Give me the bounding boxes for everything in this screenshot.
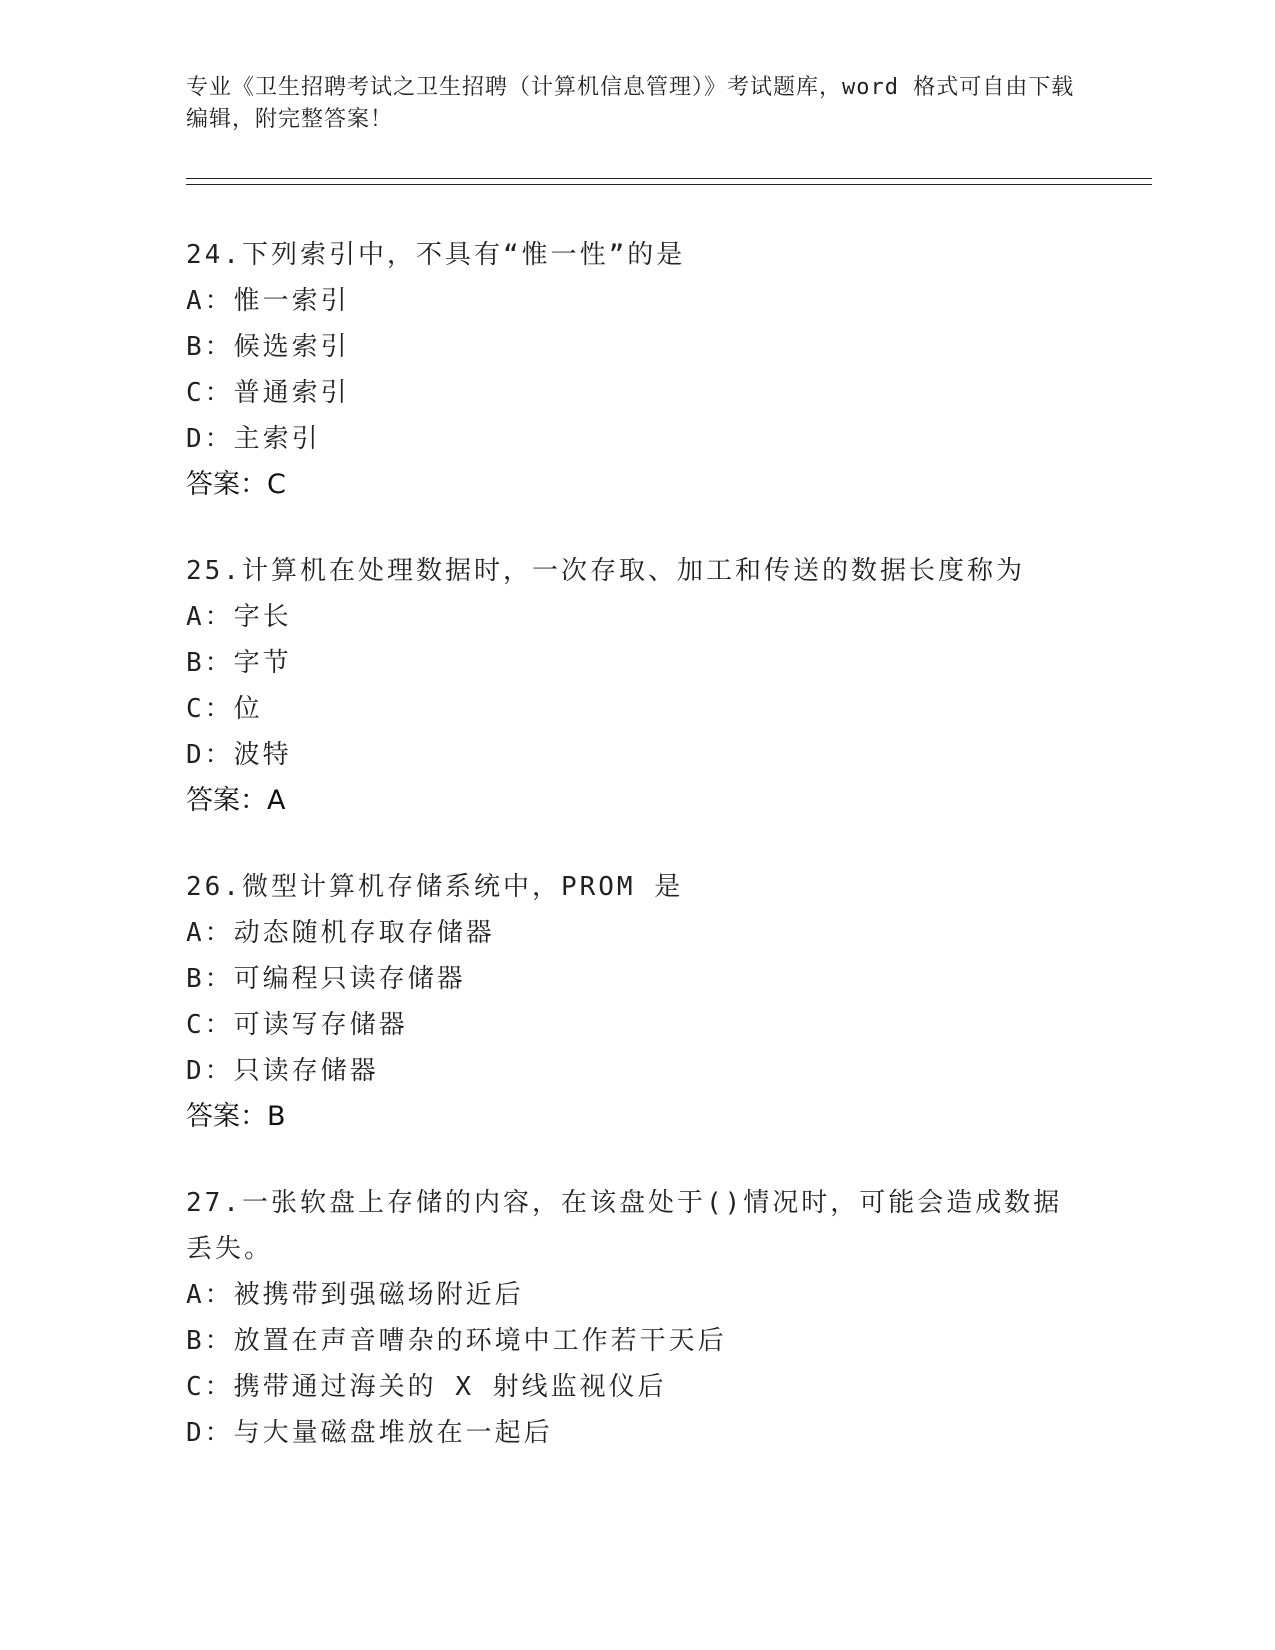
option-text: 动态随机存取存储器 (233, 918, 495, 948)
question-27 (186, 1180, 1066, 1456)
option-text: 波特 (233, 740, 292, 770)
option-a (186, 1272, 1066, 1318)
option-c (186, 370, 1086, 416)
question-24 (186, 232, 1086, 508)
option-text: 与大量磁盘堆放在一起后 (233, 1418, 553, 1448)
answer-label: 答案： (186, 469, 267, 500)
option-d (186, 732, 1086, 778)
question-stem: 26.微型计算机存储系统中，PROM 是 (186, 872, 684, 902)
option-key: B： (186, 1326, 234, 1356)
answer-line (186, 1094, 1086, 1140)
option-key: C： (186, 378, 234, 408)
option-text: 位 (233, 694, 263, 724)
header-divider-bottom (186, 184, 1152, 185)
option-key: B： (186, 964, 234, 994)
option-key: C： (186, 694, 234, 724)
question-25 (186, 548, 1086, 824)
question-stem: 25.计算机在处理数据时，一次存取、加工和传送的数据长度称为 (186, 556, 1025, 586)
option-key: C： (186, 1372, 234, 1402)
option-a (186, 594, 1086, 640)
answer-label: 答案： (186, 785, 267, 816)
option-text: 候选索引 (233, 332, 350, 362)
option-d (186, 1410, 1066, 1456)
option-key: A： (186, 286, 234, 316)
option-text: 普通索引 (233, 378, 350, 408)
option-key: B： (186, 648, 234, 678)
option-b (186, 640, 1086, 686)
option-text: 可编程只读存储器 (233, 964, 466, 994)
option-b (186, 1318, 1066, 1364)
question-stem: 27.一张软盘上存储的内容，在该盘处于()情况时，可能会造成数据丢失。 (186, 1188, 1063, 1264)
option-a (186, 910, 1086, 956)
option-key: D： (186, 1056, 234, 1086)
option-c (186, 1002, 1086, 1048)
option-key: A： (186, 918, 234, 948)
option-b (186, 324, 1086, 370)
answer-line (186, 462, 1086, 508)
option-key: C： (186, 1010, 234, 1040)
question-26 (186, 864, 1086, 1140)
answer-label: 答案： (186, 1101, 267, 1132)
option-a (186, 278, 1086, 324)
option-c (186, 686, 1086, 732)
option-c (186, 1364, 1066, 1410)
option-key: D： (186, 424, 234, 454)
option-text: 惟一索引 (233, 286, 350, 316)
option-text: 携带通过海关的 X 射线监视仪后 (233, 1372, 667, 1402)
option-b (186, 956, 1086, 1002)
option-text: 可读写存储器 (233, 1010, 408, 1040)
answer-value: C (267, 469, 286, 500)
option-text: 字节 (233, 648, 292, 678)
option-key: B： (186, 332, 234, 362)
header-divider-top (186, 178, 1152, 179)
option-d (186, 1048, 1086, 1094)
question-stem: 24.下列索引中，不具有“惟一性”的是 (186, 240, 686, 270)
option-text: 放置在声音嘈杂的环境中工作若干天后 (233, 1326, 727, 1356)
option-text: 主索引 (233, 424, 321, 454)
document-header: 专业《卫生招聘考试之卫生招聘（计算机信息管理）》考试题库，word 格式可自由下载编辑，附完整答案！ (186, 75, 1075, 132)
option-key: A： (186, 602, 234, 632)
answer-line (186, 778, 1086, 824)
answer-value: A (267, 785, 286, 816)
option-key: A： (186, 1280, 234, 1310)
option-text: 被携带到强磁场附近后 (233, 1280, 524, 1310)
option-text: 字长 (233, 602, 292, 632)
option-d (186, 416, 1086, 462)
answer-value: B (267, 1101, 286, 1132)
option-text: 只读存储器 (233, 1056, 379, 1086)
option-key: D： (186, 1418, 234, 1448)
option-key: D： (186, 740, 234, 770)
